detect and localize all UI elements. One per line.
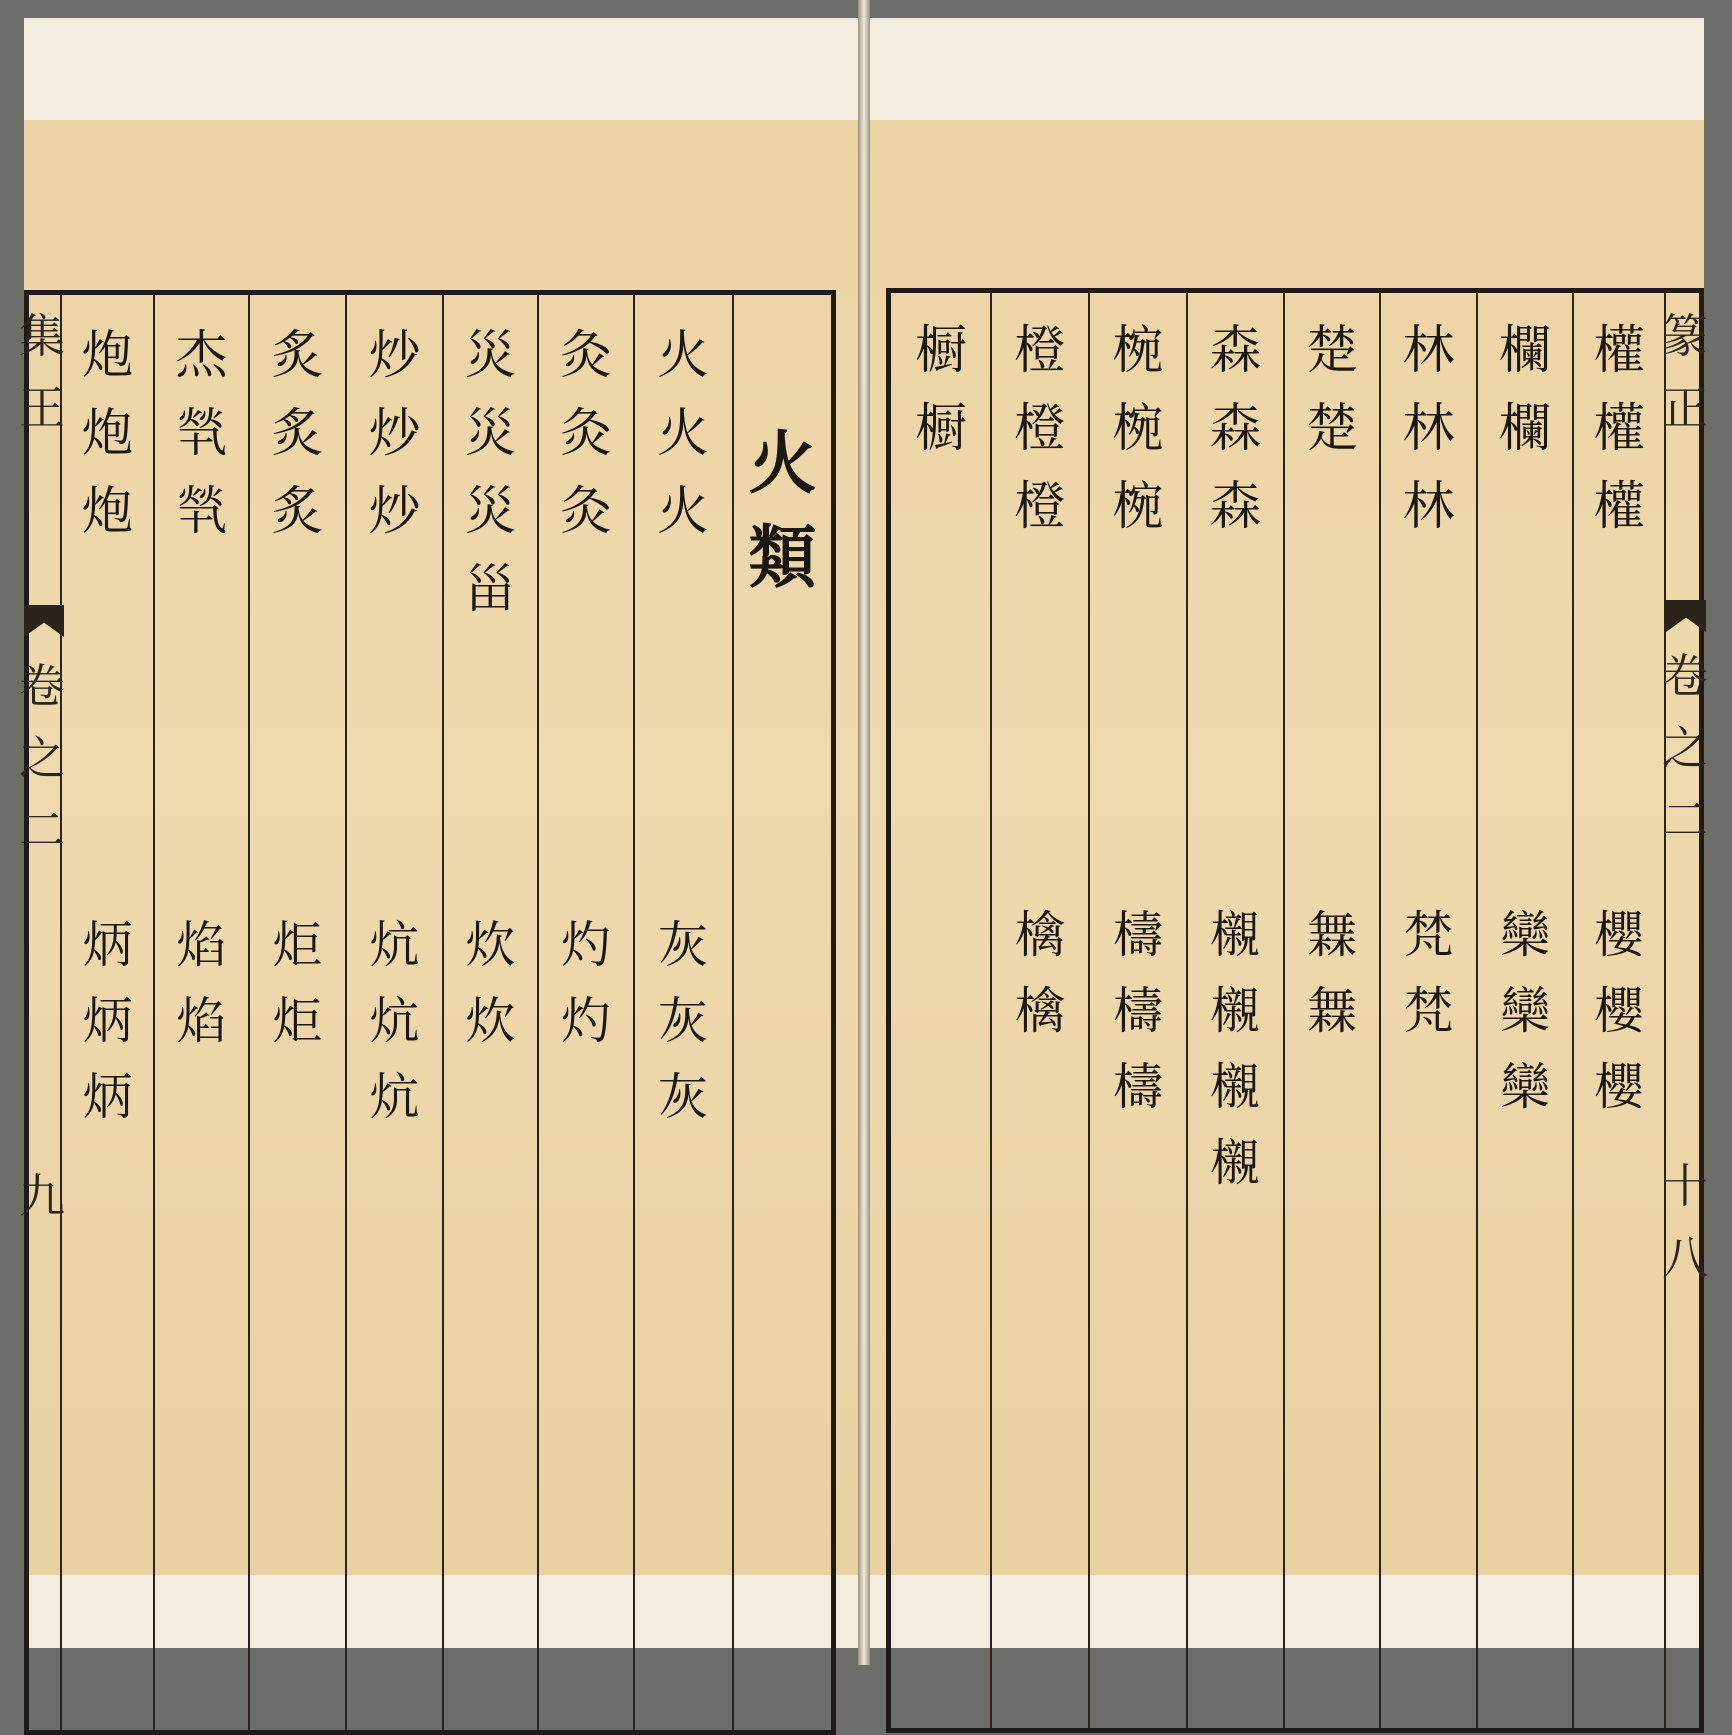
glyph-char: 楚 [1305, 399, 1358, 459]
glyph-char: 森 [1209, 477, 1262, 537]
glyph-char: 梵 [1403, 906, 1454, 964]
glyph-char: 橆 [1307, 906, 1357, 964]
glyph-char: 炙 [271, 326, 324, 386]
entry-variants [539, 916, 633, 1072]
glyph-char: 炳 [82, 1068, 133, 1126]
glyph-char: 炒 [368, 326, 421, 386]
entry-variants [1090, 906, 1186, 1138]
entry-column [347, 326, 442, 564]
glyph-char: 炬 [272, 916, 323, 974]
entry-column [1574, 321, 1664, 559]
glyph-char: 火 [656, 326, 709, 386]
glyph-char: 炊 [465, 992, 516, 1050]
entry-column [635, 326, 731, 564]
entry-variants [1381, 906, 1476, 1062]
glyph-char: 灸 [559, 482, 612, 542]
glyph-char: 欄 [1498, 321, 1551, 381]
glyph-char: 橆 [1307, 982, 1357, 1040]
entry-column [1381, 321, 1476, 559]
glyph-char: 炒 [368, 482, 421, 542]
glyph-char: 炮 [81, 404, 134, 464]
entry-column [62, 326, 153, 564]
book-gutter [858, 0, 870, 1665]
glyph-char: 炮 [81, 482, 134, 542]
glyph-char: 椀 [1111, 399, 1164, 459]
entry-variants [347, 916, 442, 1148]
entry-column [444, 326, 537, 642]
glyph-char: 橱 [914, 399, 967, 459]
glyph-char: 櫬 [1210, 906, 1261, 964]
glyph-char: 㷀 [175, 482, 228, 542]
glyph-char: 橙 [1013, 399, 1066, 459]
glyph-char: 之 [19, 731, 65, 785]
glyph-char: 焰 [176, 916, 227, 974]
glyph-char: 炮 [81, 326, 134, 386]
entry-variants [635, 916, 731, 1148]
glyph-char: 欄 [1498, 399, 1551, 459]
glyph-char: 灰 [658, 1068, 708, 1126]
glyph-char: 橱 [914, 321, 967, 381]
glyph-char: 櫬 [1210, 1058, 1261, 1116]
glyph-char: 炕 [369, 992, 420, 1050]
glyph-char: 灸 [559, 326, 612, 386]
glyph-char: 類 [748, 518, 817, 598]
glyph-char: 炒 [368, 404, 421, 464]
glyph-char: 炳 [82, 916, 133, 974]
glyph-char: 權 [1592, 321, 1645, 381]
entry-column [1188, 321, 1283, 559]
glyph-char: 梵 [1403, 982, 1454, 1040]
glyph-char: 炙 [271, 482, 324, 542]
left-margin-title [19, 300, 65, 444]
glyph-char: 八 [1662, 1231, 1708, 1285]
entry-column [992, 321, 1088, 559]
glyph-char: 㷀 [175, 404, 228, 464]
entry-variants [1285, 906, 1379, 1062]
glyph-char: 焰 [176, 992, 227, 1050]
right-margin-page-number [1662, 1150, 1708, 1294]
glyph-char: 楚 [1305, 321, 1358, 381]
glyph-char: 炕 [369, 1068, 420, 1126]
entry-variants [992, 906, 1088, 1062]
glyph-char: 權 [1592, 477, 1645, 537]
glyph-char: 欒 [1500, 1058, 1550, 1116]
glyph-char: 火 [656, 482, 709, 542]
glyph-char: 炬 [272, 992, 323, 1050]
glyph-char: 灸 [559, 404, 612, 464]
entry-column [892, 321, 990, 481]
glyph-char: 災 [464, 404, 517, 464]
entry-variants [1574, 906, 1664, 1138]
glyph-char: 檮 [1113, 906, 1163, 964]
glyph-char: 王 [19, 381, 65, 435]
glyph-char: 權 [1592, 399, 1645, 459]
entry-variants [250, 916, 345, 1072]
glyph-char: 甾 [464, 560, 517, 620]
section-heading [735, 424, 830, 618]
glyph-char: 椀 [1111, 321, 1164, 381]
entry-column [1090, 321, 1186, 559]
entry-column [155, 326, 248, 564]
entry-variants [444, 916, 537, 1072]
glyph-char: 災 [464, 326, 517, 386]
glyph-char: 橙 [1013, 321, 1066, 381]
glyph-char: 二 [19, 803, 65, 857]
glyph-char: 卷 [1662, 649, 1708, 703]
entry-variants [62, 916, 153, 1148]
glyph-char: 炕 [369, 916, 420, 974]
entry-column [539, 326, 633, 564]
entry-variants [1188, 906, 1283, 1214]
glyph-char: 森 [1209, 321, 1262, 381]
glyph-char: 欒 [1500, 982, 1550, 1040]
glyph-char: 櫻 [1594, 982, 1644, 1040]
glyph-char: 橙 [1013, 477, 1066, 537]
glyph-char: 之 [1662, 721, 1708, 775]
glyph-char: 火 [748, 424, 817, 504]
glyph-char: 櫬 [1210, 982, 1261, 1040]
glyph-char: 櫬 [1210, 1134, 1261, 1192]
column-rule [1664, 293, 1666, 1728]
glyph-char: 十 [1662, 1159, 1708, 1213]
entry-column [1478, 321, 1572, 481]
entry-variants [1478, 906, 1572, 1138]
entry-column [250, 326, 345, 564]
glyph-char: 災 [464, 482, 517, 542]
glyph-char: 卷 [19, 659, 65, 713]
entry-column [1285, 321, 1379, 481]
glyph-char: 林 [1402, 321, 1455, 381]
glyph-char: 櫻 [1594, 906, 1644, 964]
column-rule [732, 295, 734, 1730]
glyph-char: 灼 [561, 916, 611, 974]
glyph-char: 集 [19, 309, 65, 363]
glyph-char: 炳 [82, 992, 133, 1050]
glyph-char: 檎 [1015, 906, 1065, 964]
glyph-char: 火 [656, 404, 709, 464]
left-margin-volume [19, 650, 65, 866]
glyph-char: 林 [1402, 477, 1455, 537]
glyph-char: 椀 [1111, 477, 1164, 537]
glyph-char: 灼 [561, 992, 611, 1050]
glyph-char: 灰 [658, 992, 708, 1050]
right-margin-title [1662, 300, 1708, 444]
glyph-char: 二 [1662, 793, 1708, 847]
glyph-char: 森 [1209, 399, 1262, 459]
left-margin-page-number [19, 1160, 65, 1232]
glyph-char: 九 [19, 1169, 65, 1223]
glyph-char: 灰 [658, 916, 708, 974]
glyph-char: 篆 [1662, 309, 1708, 363]
glyph-char: 杰 [175, 326, 228, 386]
entry-variants [155, 916, 248, 1072]
glyph-char: 正 [1662, 381, 1708, 435]
glyph-char: 檮 [1113, 982, 1163, 1040]
glyph-char: 炙 [271, 404, 324, 464]
glyph-char: 林 [1402, 399, 1455, 459]
glyph-char: 檮 [1113, 1058, 1163, 1116]
glyph-char: 欒 [1500, 906, 1550, 964]
glyph-char: 檎 [1015, 982, 1065, 1040]
right-margin-volume [1662, 640, 1708, 856]
glyph-char: 炊 [465, 916, 516, 974]
glyph-char: 櫻 [1594, 1058, 1644, 1116]
